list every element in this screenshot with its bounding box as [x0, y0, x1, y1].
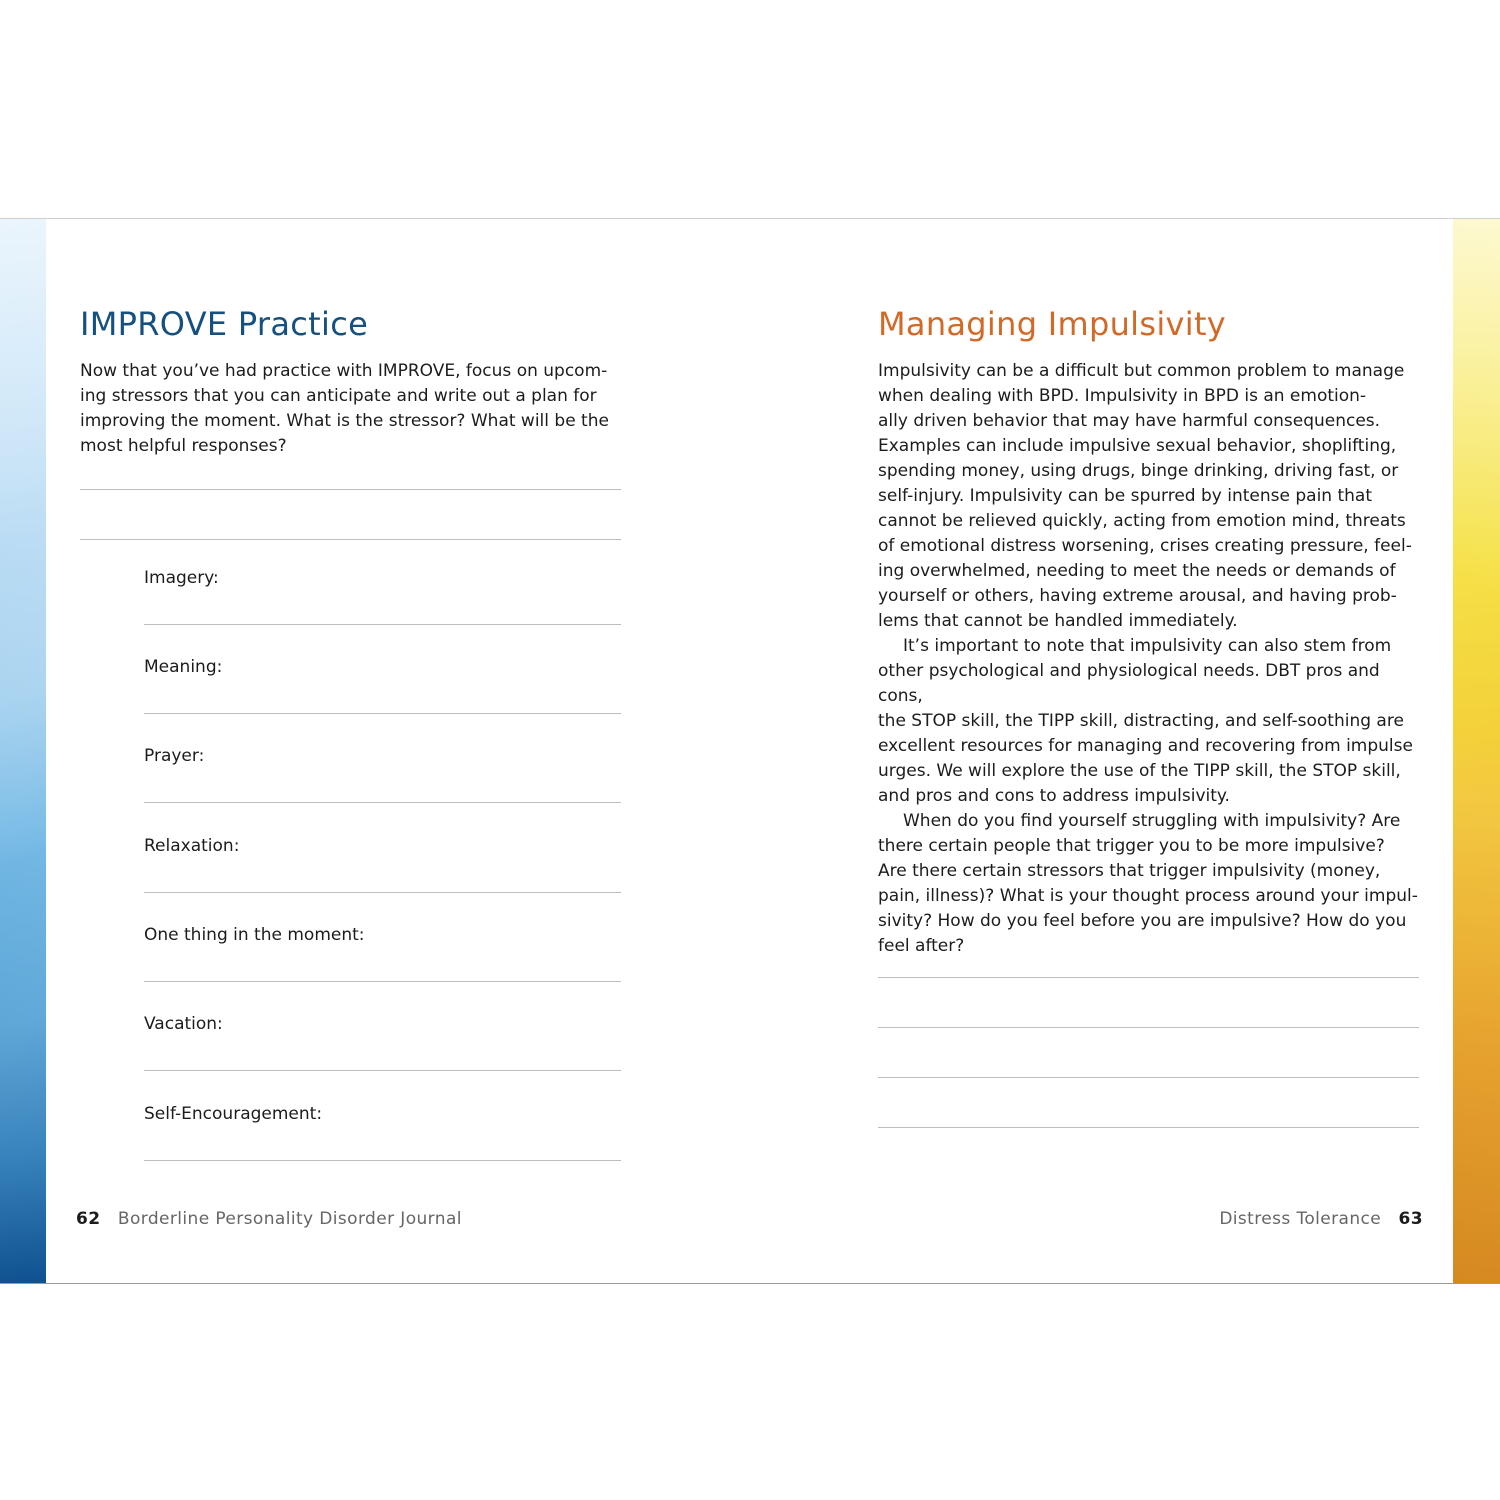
- left-edge-decoration: [0, 219, 46, 1283]
- field-line-vacation[interactable]: [144, 1070, 621, 1071]
- text-line: ing overwhelmed, needing to meet the needs or demands of: [878, 561, 1396, 581]
- field-label-prayer: Prayer:: [144, 746, 205, 766]
- field-line-prayer[interactable]: [144, 802, 621, 803]
- text-line: Examples can include impulsive sexual behavior, shoplifting,: [878, 436, 1397, 456]
- right-footer: [1219, 1209, 1423, 1229]
- text-line: ally driven behavior that may have harmful consequences.: [878, 411, 1381, 431]
- text-line: cannot be relieved quickly, acting from emotion mind, threats: [878, 511, 1406, 531]
- text-line: urges. We will explore the use of the TIPP skill, the STOP skill,: [878, 761, 1401, 781]
- field-line-relaxation[interactable]: [144, 892, 621, 893]
- text-line: ing stressors that you can anticipate and write out a plan for: [80, 386, 597, 406]
- field-label-vacation: Vacation:: [144, 1014, 223, 1034]
- field-line-meaning[interactable]: [144, 713, 621, 714]
- text-line: sivity? How do you feel before you are impulsive? How do you: [878, 911, 1407, 931]
- text-line: pain, illness)? What is your thought process around your impul-: [878, 886, 1418, 906]
- text-line: self-injury. Impulsivity can be spurred by intense pain that: [878, 486, 1372, 506]
- running-title: Distress Tolerance: [1219, 1209, 1382, 1229]
- text-line: there certain people that trigger you to be more impulsive?: [878, 836, 1385, 856]
- text-line: most helpful responses?: [80, 436, 287, 456]
- field-label-meaning: Meaning:: [144, 657, 223, 677]
- left-intro-paragraph: [80, 359, 625, 459]
- text-line: feel after?: [878, 936, 965, 956]
- field-line-imagery[interactable]: [144, 624, 621, 625]
- field-label-imagery: Imagery:: [144, 568, 219, 588]
- page-number: 63: [1398, 1209, 1423, 1229]
- text-line: Are there certain stressors that trigger impulsivity (money,: [878, 861, 1381, 881]
- text-line: when dealing with BPD. Impulsivity in BPD is an emotion-: [878, 386, 1367, 406]
- text-line: excellent resources for managing and recovering from impulse: [878, 736, 1413, 756]
- text-line: Now that you’ve had practice with IMPROVE, focus on upcom-: [80, 361, 608, 381]
- writing-line[interactable]: [80, 489, 621, 490]
- text-line: Impulsivity can be a difficult but common problem to manage: [878, 361, 1405, 381]
- text-line: When do you find yourself struggling with impulsivity? Are: [903, 811, 1401, 831]
- paragraph: [878, 359, 1423, 634]
- paragraph: [878, 634, 1423, 809]
- field-line-one-thing[interactable]: [144, 981, 621, 982]
- writing-line[interactable]: [878, 1077, 1419, 1078]
- text-line: lems that cannot be handled immediately.: [878, 611, 1238, 631]
- text-line: the STOP skill, the TIPP skill, distracting, and self-soothing are: [878, 711, 1404, 731]
- writing-line[interactable]: [80, 539, 621, 540]
- text-line: It’s important to note that impulsivity can also stem from: [903, 636, 1392, 656]
- book-spread: [0, 218, 1500, 1284]
- left-page: [76, 219, 625, 1283]
- text-line: spending money, using drugs, binge drinking, driving fast, or: [878, 461, 1399, 481]
- right-page-title: Managing Impulsivity: [878, 305, 1227, 343]
- text-line: yourself or others, having extreme arousal, and having prob-: [878, 586, 1397, 606]
- field-line-self-encouragement[interactable]: [144, 1160, 621, 1161]
- right-edge-decoration: [1453, 219, 1500, 1283]
- field-label-self-encouragement: Self-Encouragement:: [144, 1104, 323, 1124]
- writing-line[interactable]: [878, 1027, 1419, 1028]
- field-label-relaxation: Relaxation:: [144, 836, 240, 856]
- page-number: 62: [76, 1209, 101, 1229]
- left-footer: [76, 1209, 462, 1229]
- running-title: Borderline Personality Disorder Journal: [117, 1209, 462, 1229]
- field-label-one-thing: One thing in the moment:: [144, 925, 365, 945]
- text-line: and pros and cons to address impulsivity.: [878, 786, 1230, 806]
- text-line: of emotional distress worsening, crises creating pressure, feel-: [878, 536, 1412, 556]
- paragraph: [878, 809, 1423, 959]
- right-body-text: [878, 359, 1423, 959]
- writing-line[interactable]: [878, 977, 1419, 978]
- left-page-title: IMPROVE Practice: [80, 305, 369, 343]
- text-line: improving the moment. What is the stressor? What will be the: [80, 411, 609, 431]
- writing-line[interactable]: [878, 1127, 1419, 1128]
- text-line: other psychological and physiological needs. DBT pros and cons,: [878, 661, 1380, 706]
- right-page: [878, 219, 1423, 1283]
